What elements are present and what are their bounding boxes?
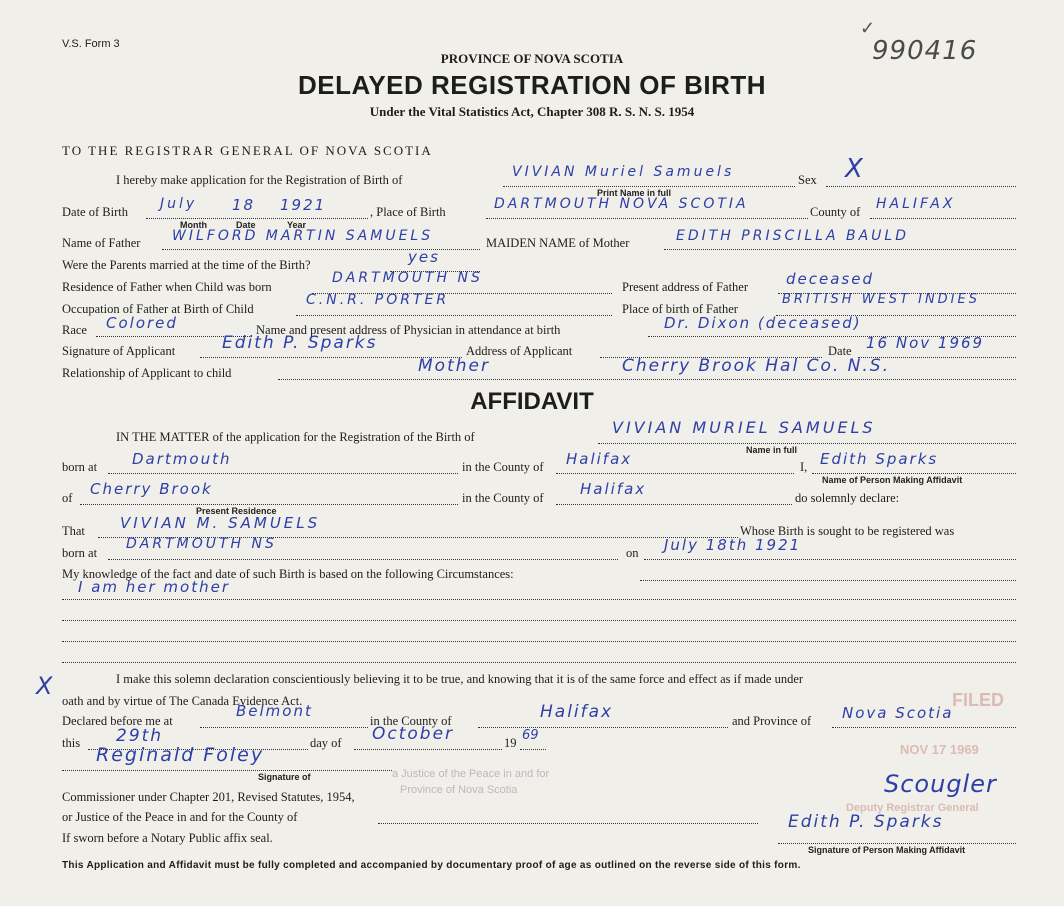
form-id: V.S. Form 3 <box>62 38 120 50</box>
whose-birth-label: Whose Birth is sought to be registered was <box>740 524 955 538</box>
declare-label: do solemnly declare: <box>795 491 900 505</box>
circumstances-line-2 <box>62 620 1016 621</box>
year-line <box>520 749 546 750</box>
parents-married-value[interactable]: yes <box>408 248 440 266</box>
addressee-line: TO THE REGISTRAR GENERAL OF NOVA SCOTIA <box>62 143 433 158</box>
father-present-address-label: Present address of Father <box>622 280 749 294</box>
notary-line: If sworn before a Notary Public affix seal. <box>62 831 273 845</box>
this-label: this <box>62 736 81 750</box>
province-label: and Province of <box>732 714 812 728</box>
filed-stamp-date: NOV 17 1969 <box>900 742 979 757</box>
born-at-line <box>108 473 458 474</box>
matter-name-line <box>598 443 1016 444</box>
mother-maiden-line <box>664 249 1016 250</box>
race-label: Race <box>62 323 87 337</box>
relationship-line <box>278 379 1016 380</box>
father-occupation-line <box>296 315 612 316</box>
residence-line <box>80 504 458 505</box>
relationship-value[interactable]: Mother <box>418 356 490 376</box>
circumstances-line-3 <box>62 641 1016 642</box>
affiant-line <box>812 473 1016 474</box>
dob-year[interactable]: 1921 <box>280 196 327 214</box>
that-label: That <box>62 524 85 538</box>
declared-at-label: Declared before me at <box>62 714 173 728</box>
father-birthplace-label: Place of birth of Father <box>622 302 738 316</box>
physician-label: Name and present address of Physician in attendance at birth <box>256 323 561 337</box>
affiant-signature[interactable]: Edith P. Sparks <box>788 812 944 832</box>
justice-stamp-line-2: Province of Nova Scotia <box>400 784 518 796</box>
name-in-full-caption: Name in full <box>746 445 798 455</box>
place-of-birth-value[interactable]: DARTMOUTH NOVA SCOTIA <box>494 196 749 212</box>
matter-label: IN THE MATTER of the application for the Registration of the Birth of <box>116 430 475 444</box>
place-of-birth-label: , Place of Birth <box>370 205 446 219</box>
month-caption: Month <box>180 220 207 230</box>
mother-maiden-value[interactable]: EDITH PRISCILLA BAULD <box>676 228 910 244</box>
justice-county-line <box>378 823 758 824</box>
county-value-1[interactable]: Halifax <box>566 450 633 468</box>
filed-stamp: FILED <box>952 690 1004 710</box>
present-residence-caption: Present Residence <box>196 506 277 516</box>
solemn-line-1: I make this solemn declaration conscientiously believing it to be true, and knowing that it is of the same force and effect as if made under <box>116 672 804 686</box>
matter-name-value[interactable]: VIVIAN MURIEL SAMUELS <box>612 418 876 437</box>
justice-line: or Justice of the Peace in and for the County of <box>62 810 298 824</box>
declared-at-line <box>200 727 368 728</box>
born-at-label: born at <box>62 460 98 474</box>
province-line <box>832 727 1016 728</box>
year-value[interactable]: 69 <box>522 728 539 743</box>
dob-date[interactable]: 18 <box>232 196 256 214</box>
month-value[interactable]: October <box>372 724 455 744</box>
commissioner-signature-line <box>62 770 392 771</box>
year-prefix: 19 <box>504 736 517 750</box>
born-at-value-2[interactable]: DARTMOUTH NS <box>126 536 277 552</box>
applicant-signature-value[interactable]: Edith P. Sparks <box>222 333 378 353</box>
child-name-line <box>503 186 795 187</box>
intro-label: I hereby make application for the Registration of Birth of <box>116 173 403 187</box>
affiant-caption: Name of Person Making Affidavit <box>822 475 963 485</box>
sex-value[interactable]: X <box>845 154 865 184</box>
year-caption: Year <box>287 220 307 230</box>
county-line <box>870 218 1016 219</box>
circumstances-line-1 <box>62 599 1016 600</box>
form-title: DELAYED REGISTRATION OF BIRTH <box>297 70 767 100</box>
day-of-label: day of <box>310 736 342 750</box>
signature-of-caption: Signature of <box>258 772 311 782</box>
father-residence-label: Residence of Father when Child was born <box>62 280 272 294</box>
deputy-registrar-stamp: Deputy Registrar General <box>846 802 979 814</box>
application-date-value[interactable]: 16 Nov 1969 <box>866 334 985 352</box>
knowledge-label: My knowledge of the fact and date of such Birth is based on the following Circumstances: <box>62 567 514 581</box>
residence-value[interactable]: Cherry Brook <box>90 480 213 498</box>
dob-label: Date of Birth <box>62 205 128 219</box>
sex-label: Sex <box>798 173 817 187</box>
county-line-3 <box>478 727 728 728</box>
race-value[interactable]: Colored <box>106 314 178 332</box>
print-name-caption: Print Name in full <box>597 188 672 198</box>
applicant-address-label: Address of Applicant <box>466 344 573 358</box>
justice-stamp-line-1: a Justice of the Peace in and for <box>392 768 550 780</box>
dob-month[interactable]: July <box>160 196 198 212</box>
parents-married-label: Were the Parents married at the time of the Birth? <box>62 258 311 272</box>
affiant-signature-line <box>778 843 1016 844</box>
father-birthplace-value[interactable]: BRITISH WEST INDIES <box>782 292 980 307</box>
mother-maiden-label: MAIDEN NAME of Mother <box>486 236 630 250</box>
county-label-3: in the County of <box>370 714 452 728</box>
on-label: on <box>626 546 639 560</box>
born-at-label-2: born at <box>62 546 98 560</box>
county-value-2[interactable]: Halifax <box>580 480 647 498</box>
commissioner-line: Commissioner under Chapter 201, Revised Statutes, 1954, <box>62 790 355 804</box>
province-value[interactable]: Nova Scotia <box>842 704 954 722</box>
form-subtitle: Under the Vital Statistics Act, Chapter 308 R. S. N. S. 1954 <box>369 104 695 119</box>
application-date-label: Date <box>828 344 852 358</box>
father-occupation-label: Occupation of Father at Birth of Child <box>62 302 254 316</box>
date-caption: Date <box>236 220 256 230</box>
child-name-value[interactable]: VIVIAN Muriel Samuels <box>512 164 735 180</box>
physician-value[interactable]: Dr. Dixon (deceased) <box>664 314 862 332</box>
county-label-1: in the County of <box>462 460 544 474</box>
place-of-birth-line <box>486 218 808 219</box>
that-value[interactable]: VIVIAN M. SAMUELS <box>120 514 321 532</box>
on-line <box>644 559 1016 560</box>
father-name-label: Name of Father <box>62 236 141 250</box>
county-label-2: in the County of <box>462 491 544 505</box>
month-line <box>354 749 502 750</box>
affidavit-heading: AFFIDAVIT <box>470 388 594 415</box>
affiant-value[interactable]: Edith Sparks <box>820 450 939 468</box>
solemn-line-2: oath and by virtue of The Canada Evidence Act. <box>62 694 303 708</box>
affiant-signature-caption: Signature of Person Making Affidavit <box>808 845 966 855</box>
circumstances-line-4 <box>62 662 1016 663</box>
father-present-address-value[interactable]: deceased <box>786 270 874 288</box>
county-value-3[interactable]: Halifax <box>540 702 614 722</box>
county-line-2 <box>556 504 792 505</box>
father-name-value[interactable]: WILFORD MARTIN SAMUELS <box>172 228 434 244</box>
commissioner-signature[interactable]: Reginald Foley <box>96 744 265 766</box>
knowledge-line <box>640 580 1016 581</box>
i-label: I, <box>800 460 808 474</box>
cross-mark: X <box>36 672 55 700</box>
on-value[interactable]: July 18th 1921 <box>664 536 802 554</box>
footer-note: This Application and Affidavit must be fully completed and accompanied by documentary proof of age as outlined on the reverse side of this form. <box>62 860 801 871</box>
county-label: County of <box>810 205 861 219</box>
county-value[interactable]: HALIFAX <box>876 196 956 212</box>
born-at-value[interactable]: Dartmouth <box>132 450 232 468</box>
registrar-signature: Scougler <box>884 770 997 798</box>
declared-at-value[interactable]: Belmont <box>236 702 313 720</box>
day-value[interactable]: 29th <box>116 726 164 746</box>
check-mark: ✓ <box>860 18 876 39</box>
sex-line <box>826 186 1016 187</box>
county-line-1 <box>556 473 794 474</box>
born-at-line-2 <box>108 559 618 560</box>
of-label: of <box>62 491 73 505</box>
province-heading: PROVINCE OF NOVA SCOTIA <box>440 51 624 66</box>
applicant-address-value[interactable]: Cherry Brook Hal Co. N.S. <box>622 356 890 376</box>
circumstances-value[interactable]: I am her mother <box>78 578 231 596</box>
registration-number: 990416 <box>872 36 978 66</box>
dob-line <box>146 218 368 219</box>
relationship-label: Relationship of Applicant to child <box>62 366 232 380</box>
father-occupation-value[interactable]: C.N.R. PORTER <box>306 292 450 308</box>
applicant-signature-label: Signature of Applicant <box>62 344 176 358</box>
father-residence-value[interactable]: DARTMOUTH NS <box>332 270 483 286</box>
